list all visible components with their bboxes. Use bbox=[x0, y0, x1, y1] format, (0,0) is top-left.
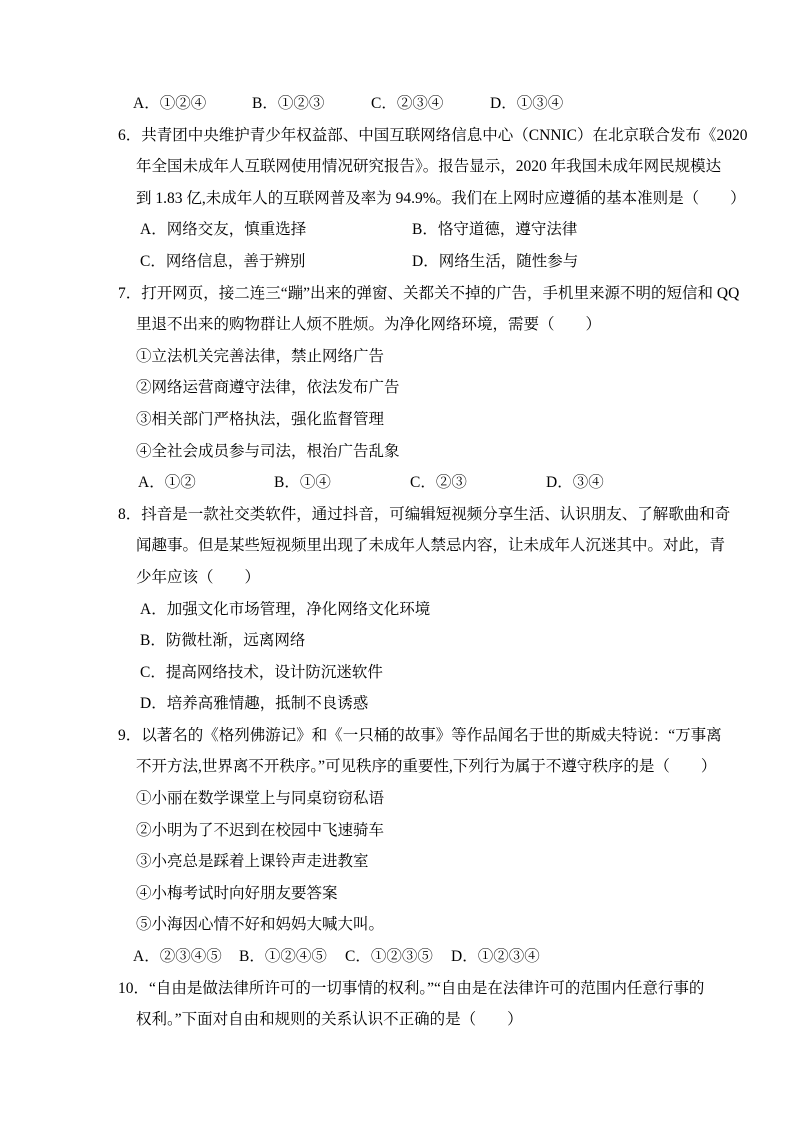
q8-option-c: C．提高网络技术，设计防沉迷软件 bbox=[140, 663, 383, 681]
q5-answer-row bbox=[0, 88, 794, 120]
q7-item-1: ①立法机关完善法律，禁止网络广告 bbox=[136, 347, 385, 365]
q9-answer-option-c: C．①②③⑤ bbox=[345, 948, 433, 966]
q10-stem-line-2: 权利。”下面对自由和规则的关系认识不正确的是（ ） bbox=[136, 1011, 523, 1029]
q7-item-3: ③相关部门严格执法，强化监督管理 bbox=[136, 410, 385, 428]
q7-answer-row bbox=[0, 467, 794, 499]
q9-item-3: ③小亮总是踩着上课铃声走进教室 bbox=[136, 853, 369, 871]
q8-stem-line-2: 闻趣事。但是某些短视频里出现了未成年人禁忌内容，让未成年人沉迷其中。对此，青 bbox=[136, 537, 726, 555]
q6-options-row-cd bbox=[0, 246, 794, 278]
q7-item-4: ④全社会成员参与司法，根治广告乱象 bbox=[136, 442, 400, 460]
q7-item-2: ②网络运营商遵守法律，依法发布广告 bbox=[136, 379, 400, 397]
q7-answer-option-c: C．②③ bbox=[410, 474, 467, 492]
q7-answer-option-b: B．①④ bbox=[274, 474, 331, 492]
q5-answer-option-a: A．①②④ bbox=[133, 95, 207, 112]
q7-stem-line-2: 里退不出来的购物群让人烦不胜烦。为净化网络环境，需要（ ） bbox=[136, 316, 602, 334]
q6-stem-line-2: 年全国未成年人互联网使用情况研究报告》。报告显示，2020 年我国未成年网民规模达 bbox=[136, 158, 722, 176]
q8-option-d: D．培养高雅情趣，抵制不良诱惑 bbox=[140, 695, 369, 713]
q9-item-5: ⑤小海因心情不好和妈妈大喊大叫。 bbox=[136, 916, 385, 934]
q9-item-4: ④小梅考试时向好朋友要答案 bbox=[136, 884, 338, 902]
q6-option-d: D．网络生活，随性参与 bbox=[412, 252, 579, 270]
q7-stem-line-1: 7．打开网页，接二连三“蹦”出来的弹窗、关都关不掉的广告，手机里来源不明的短信和 QQ bbox=[118, 284, 740, 302]
q6-stem-line-1: 6．共青团中央维护青少年权益部、中国互联网络信息中心（CNNIC）在北京联合发布《2020 bbox=[118, 126, 748, 144]
q9-answer-row bbox=[0, 941, 794, 973]
q6-option-b: B．恪守道德，遵守法律 bbox=[412, 221, 578, 239]
q9-stem-line-1: 9．以著名的《格列佛游记》和《一只桶的故事》等作品闻名于世的斯威夫特说：“万事离 bbox=[118, 726, 722, 744]
q7-answer-option-d: D．③④ bbox=[546, 474, 604, 492]
q10-stem-line-1: 10．“自由是做法律所许可的一切事情的权利。”“自由是在法律许可的范围内任意行事的 bbox=[118, 979, 705, 997]
q5-answer-option-b: B．①②③ bbox=[252, 95, 325, 112]
q7-answer-option-a: A．①② bbox=[138, 474, 196, 492]
exam-content bbox=[0, 88, 794, 1036]
q6-option-a: A．网络交友，慎重选择 bbox=[140, 221, 307, 239]
q8-stem-line-1: 8．抖音是一款社交类软件，通过抖音，可编辑短视频分享生活、认识朋友、了解歌曲和奇 bbox=[118, 505, 731, 523]
q8-option-b: B．防微杜渐，远离网络 bbox=[140, 632, 306, 650]
q9-item-2: ②小明为了不迟到在校园中飞速骑车 bbox=[136, 821, 385, 839]
q9-stem-line-2: 不开方法,世界离不开秩序。”可见秩序的重要性,下列行为属于不遵守秩序的是（ ） bbox=[136, 758, 717, 776]
q6-stem-line-3: 到 1.83 亿,未成年人的互联网普及率为 94.9%。我们在上网时应遵循的基本准则是（ ） bbox=[136, 189, 746, 207]
q6-option-c: C．网络信息，善于辨别 bbox=[140, 252, 306, 270]
q5-answer-option-c: C．②③④ bbox=[371, 95, 444, 112]
q9-answer-option-d: D．①②③④ bbox=[451, 948, 540, 966]
q8-option-a: A．加强文化市场管理，净化网络文化环境 bbox=[140, 600, 431, 618]
q9-answer-option-b: B．①②④⑤ bbox=[239, 948, 327, 966]
q9-answer-option-a: A．②③④⑤ bbox=[133, 948, 222, 966]
q5-answer-option-d: D．①③④ bbox=[490, 95, 564, 112]
q9-item-1: ①小丽在数学课堂上与同桌窃窃私语 bbox=[136, 790, 385, 808]
q6-options-row-ab bbox=[0, 214, 794, 246]
q8-stem-line-3: 少年应该（ ） bbox=[136, 568, 261, 586]
